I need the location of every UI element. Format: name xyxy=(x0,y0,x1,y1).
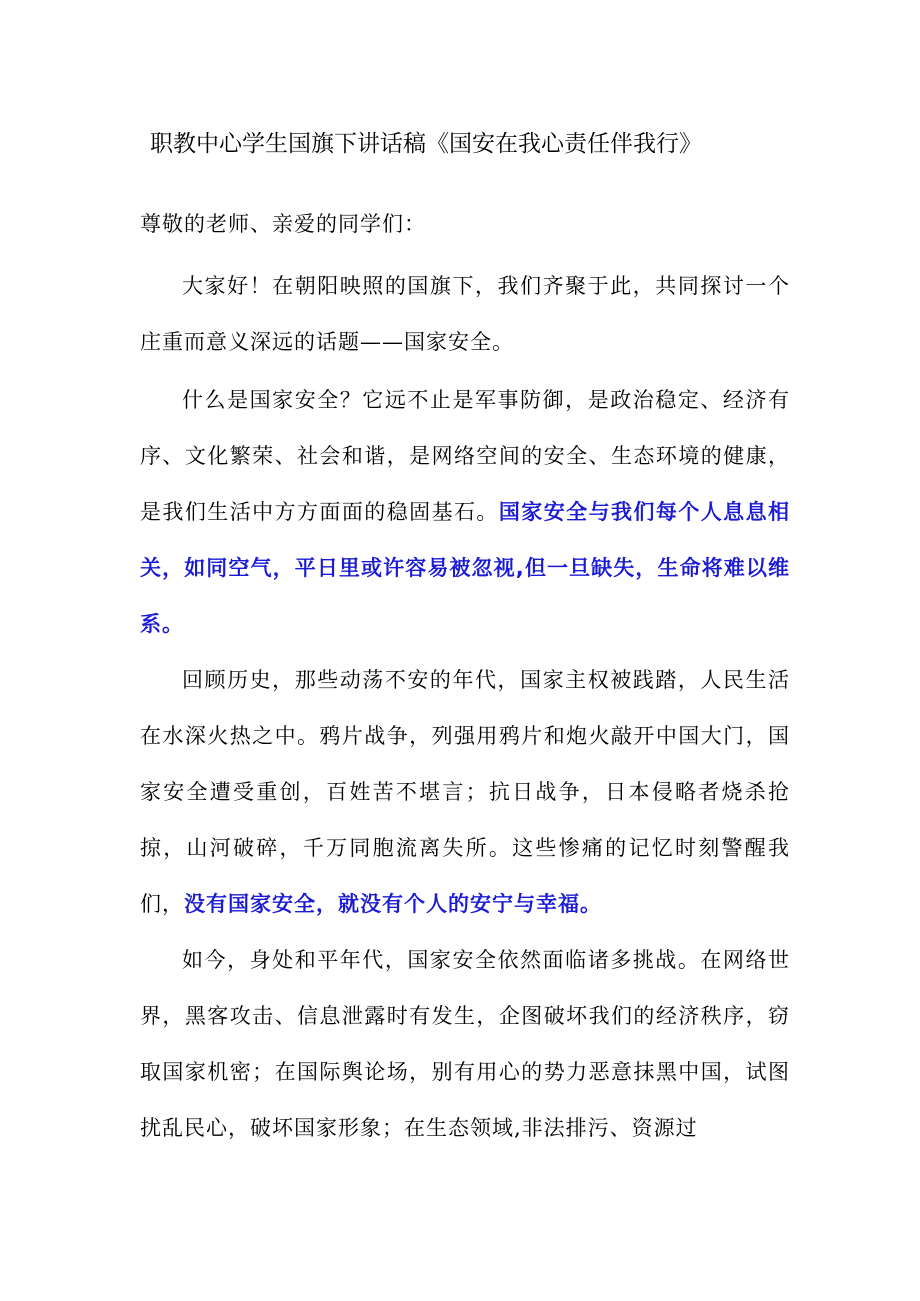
paragraph-text: 如今，身处和平年代，国家安全依然面临诸多挑战。在网络世界，黑客攻击、信息泄露时有发生，企图破坏我们的经济秩序，窃取国家机密；在国际舆论场，别有用心的势力恶意抹黑中国，试图扰乱民心，破坏国家形象；在生态领域,非法排污、资源过 xyxy=(140,948,790,1140)
greeting-line: 尊敬的老师、亲爱的同学们： xyxy=(140,212,426,236)
paragraph-text: 回顾历史，那些动荡不安的年代，国家主权被践踏，人民生活在水深火热之中。鸦片战争，列强用鸦片和炮火敲开中国大门，国家安全遭受重创，百姓苦不堪言；抗日战争，日本侵略者烧杀抢掠，山河破碎，千万同胞流离失所。这些惨痛的记忆时刻警醒我们， xyxy=(140,668,790,916)
paragraph-definition xyxy=(140,372,790,652)
paragraph-text: 什么是国家安全？它远不止是军事防御，是政治稳定、经济有序、文化繁荣、社会和谐，是网络空间的安全、生态环境的健康，是我们生活中方方面面的稳固基石。 xyxy=(140,388,790,524)
document-title: 职教中心学生国旗下讲话稿《国安在我心责任伴我行》 xyxy=(150,131,702,157)
highlighted-sentence: 没有国家安全，就没有个人的安宁与幸福。 xyxy=(184,892,602,916)
highlighted-sentence: 国家安全与我们每个人息息相关，如同空气，平日里或许容易被忽视,但一旦缺失，生命将难以维系。 xyxy=(140,500,791,636)
paragraph-text: 大家好！在朝阳映照的国旗下，我们齐聚于此，共同探讨一个庄重而意义深远的话题——国家安全。 xyxy=(140,274,790,354)
paragraph-challenges xyxy=(140,932,790,1156)
paragraph-opening xyxy=(140,258,790,370)
paragraph-history xyxy=(140,652,790,932)
